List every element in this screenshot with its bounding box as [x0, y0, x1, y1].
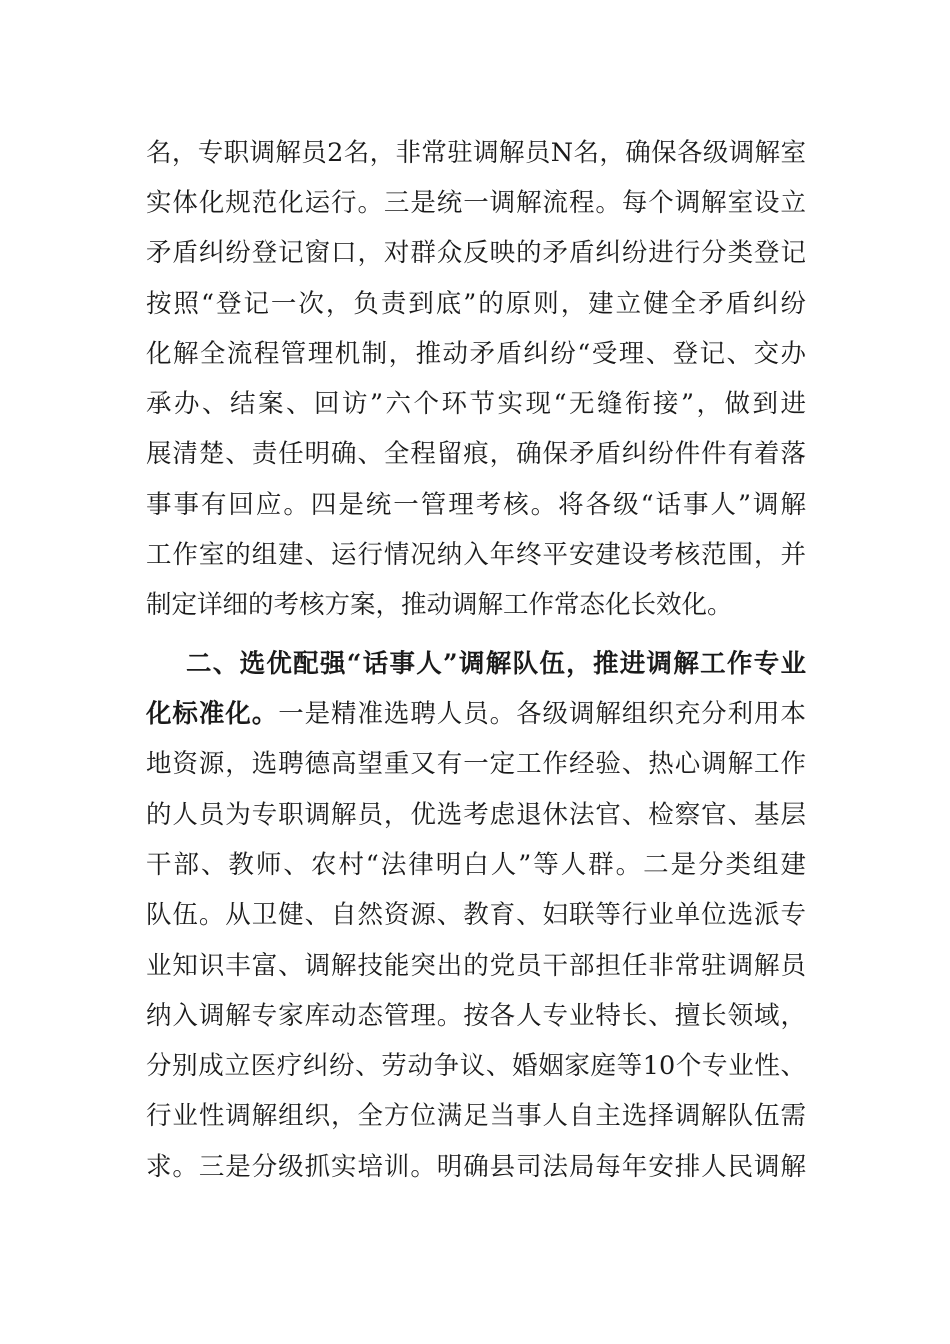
text-line: 求。三是分级抓实培训。明确县司法局每年安排人民调解	[146, 1152, 806, 1182]
text-line: 制定详细的考核方案，推动调解工作常态化长效化。	[146, 590, 733, 620]
text-line: 的人员为专职调解员，优选考虑退休法官、检察官、基层	[146, 800, 806, 830]
text-line: 分别成立医疗纠纷、劳动争议、婚姻家庭等10个专业性、	[146, 1051, 806, 1081]
text-line: 工作室的组建、运行情况纳入年终平安建设考核范围，并	[146, 540, 806, 570]
text-line: 实体化规范化运行。三是统一调解流程。每个调解室设立	[146, 188, 806, 218]
text-line	[146, 694, 806, 734]
section-heading: 二、选优配强“话事人”调解队伍，推进调解工作专业	[186, 649, 806, 679]
text-line: 承办、结案、回访”六个环节实现“无缝衔接”，做到进	[146, 389, 806, 419]
text-line: 地资源，选聘德高望重又有一定工作经验、热心调解工作	[146, 749, 806, 779]
text-line: 名，专职调解员2名，非常驻调解员N名，确保各级调解室	[146, 138, 806, 168]
text-line: 业知识丰富、调解技能突出的党员干部担任非常驻调解员	[146, 951, 806, 981]
text-line: 队伍。从卫健、自然资源、教育、妇联等行业单位选派专	[146, 900, 806, 930]
text-line: 展清楚、责任明确、全程留痕，确保矛盾纠纷件件有着落	[146, 439, 806, 469]
text-line: 按照“登记一次，负责到底”的原则，建立健全矛盾纠纷	[146, 289, 806, 319]
section-heading-end: 化标准化。	[146, 699, 279, 729]
text-line: 事事有回应。四是统一管理考核。将各级“话事人”调解	[146, 490, 806, 520]
text-run: 一是精准选聘人员。各级调解组织充分利用本	[278, 699, 806, 729]
text-line: 化解全流程管理机制，推动矛盾纠纷“受理、登记、交办	[146, 339, 806, 369]
text-line: 干部、教师、农村“法律明白人”等人群。二是分类组建	[146, 850, 806, 880]
text-line: 矛盾纠纷登记窗口，对群众反映的矛盾纠纷进行分类登记	[146, 238, 806, 268]
text-line: 行业性调解组织，全方位满足当事人自主选择调解队伍需	[146, 1101, 806, 1131]
text-line: 纳入调解专家库动态管理。按各人专业特长、擅长领域，	[146, 1001, 806, 1031]
